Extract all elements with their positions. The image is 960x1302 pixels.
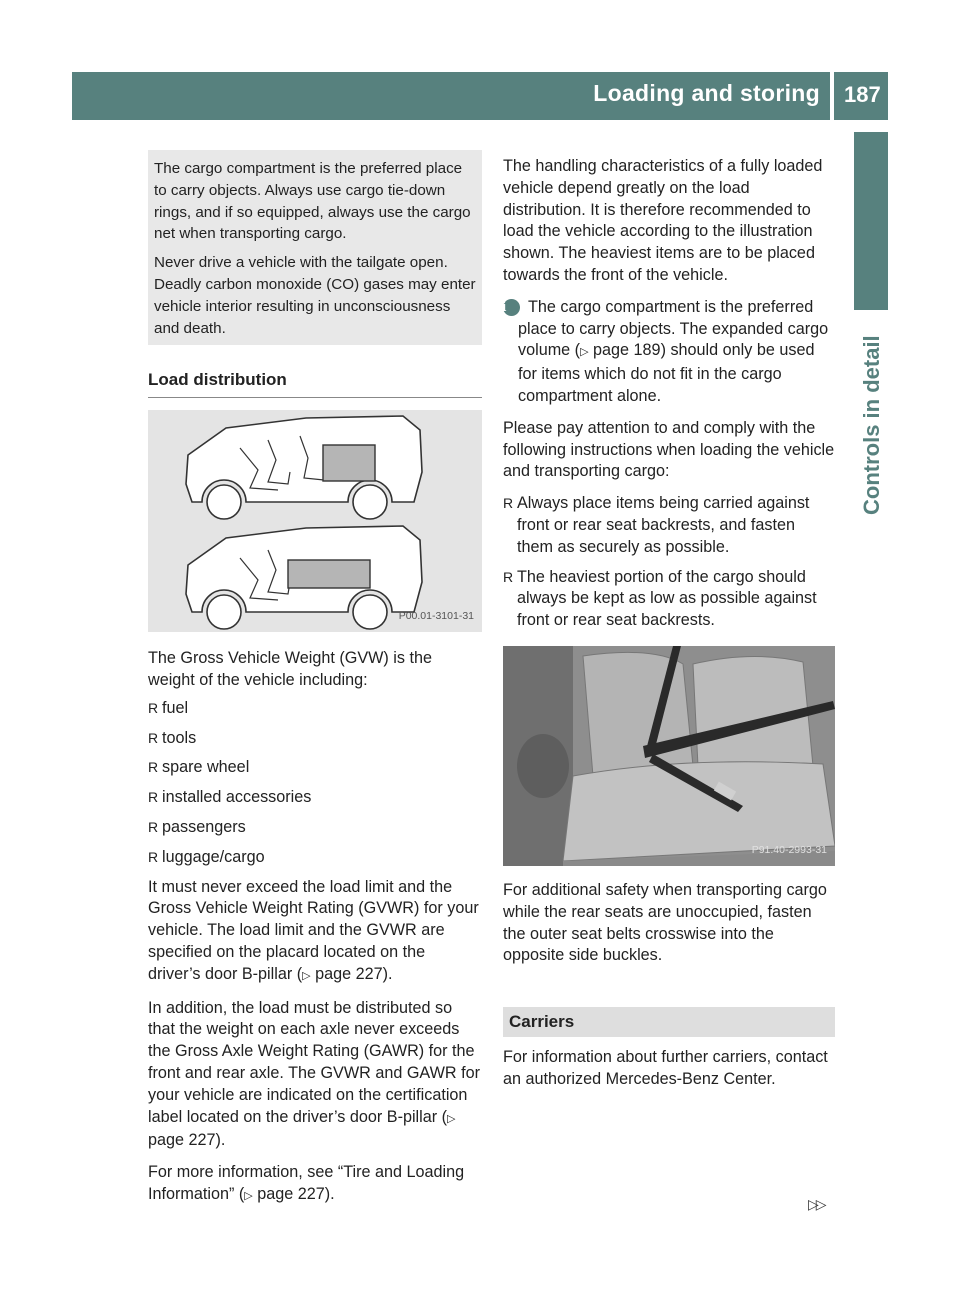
info-note — [503, 297, 835, 408]
seat-belt-photo — [503, 646, 835, 866]
info-icon: i — [503, 299, 520, 316]
more-info-paragraph — [148, 1162, 482, 1208]
page-ref-link[interactable]: page 227). — [315, 964, 393, 983]
page-number: 187 — [844, 82, 881, 107]
attention-paragraph: Please pay attention to and comply with the following instructions when loading the vehicle and transporting cargo: — [503, 418, 835, 481]
list-item: R passengers — [148, 817, 482, 839]
handling-paragraph: The handling characteristics of a fully loaded vehicle depend greatly on the load distribution. It is therefore recommended to load the vehicle according to the illustration shown. The heaviest items are to be placed towards the front of the vehicle. — [503, 157, 823, 284]
section-heading-carriers: Carriers — [503, 1007, 835, 1037]
list-item: R spare wheel — [148, 757, 482, 779]
page-ref-link[interactable]: page 227). — [257, 1184, 335, 1203]
right-column — [503, 150, 835, 1101]
warning-paragraph: The cargo compartment is the preferred place to carry objects. Always use cargo tie-down rings, and if so equipped, always use the cargo net when transporting cargo. — [154, 160, 471, 243]
warning-box — [148, 150, 482, 345]
list-item: R The heaviest portion of the cargo should always be kept as low as possible against front or rear seat backrests. — [503, 567, 835, 632]
load-limit-paragraph — [148, 877, 482, 988]
list-item: R Always place items being carried against front or rear seat backrests, and fasten them as securely as possible. — [503, 493, 835, 558]
instruction-list — [503, 493, 835, 632]
rear-seat-image — [503, 646, 835, 866]
info-text: The cargo compartment is the preferred place to carry objects. The expanded cargo volume ( — [518, 297, 829, 360]
next-page-arrows: ▷▷ — [808, 1196, 824, 1212]
axle-text: In addition, the load must be distributed so that the weight on each axle never exceeds the Gross Axle Weight Rating (GAWR) for the front and rear axle. The GVWR and GAWR for your vehicle are indicated on the certification label located on the driver’s door B-pillar ( — [148, 998, 480, 1126]
axle-paragraph — [148, 998, 482, 1153]
page-ref-arrow: ▷ — [244, 1189, 253, 1202]
header-bar — [72, 72, 888, 120]
vehicle-cargo-diagram — [148, 410, 482, 632]
page-ref-link[interactable]: page 189) should only be used for items which do not fit in the cargo compartment alone. — [518, 341, 815, 405]
warning-paragraph: Never drive a vehicle with the tailgate open. Deadly carbon monoxide (CO) gases may enter vehicle interior resulting in unconsciousness and death. — [154, 254, 476, 337]
crosswise-paragraph: For additional safety when transporting cargo while the rear seats are unoccupied, fasten the outer seat belts crosswise into the opposite side buckles. — [503, 880, 827, 965]
page-ref-link[interactable]: page 227). — [148, 1131, 226, 1150]
gvw-intro: The Gross Vehicle Weight (GVW) is the weight of the vehicle including: — [148, 649, 432, 689]
load-distribution-illustration — [148, 410, 482, 632]
section-heading-load-distribution: Load distribution — [148, 369, 482, 398]
list-item: R installed accessories — [148, 787, 482, 809]
more-info-text: For more information, see “Tire and Loading Information” ( — [148, 1163, 465, 1203]
side-tab — [854, 132, 888, 310]
gvw-list — [148, 698, 482, 869]
figure-code: P00.01-3101-31 — [398, 610, 474, 623]
photo-code: P91.40-2993-31 — [751, 844, 827, 857]
page-ref-arrow: ▷ — [447, 1112, 456, 1125]
list-item: R luggage/cargo — [148, 847, 482, 869]
load-limit-text: It must never exceed the load limit and the Gross Vehicle Weight Rating (GVWR) for your vehicle. The load limit and the GVWR are specified on the placard located on the driver’s door B-pillar ( — [148, 877, 479, 983]
side-section-label: Controls in detail — [859, 335, 884, 515]
list-item: R tools — [148, 728, 482, 750]
carriers-paragraph: For information about further carriers, contact an authorized Mercedes-Benz Center. — [503, 1047, 828, 1088]
page-ref-arrow: ▷ — [302, 969, 311, 982]
list-item: R fuel — [148, 698, 482, 720]
page-ref-arrow: ▷ — [580, 346, 589, 359]
header-separator — [830, 72, 834, 120]
chapter-title: Loading and storing — [593, 80, 820, 106]
left-column — [148, 150, 482, 1218]
